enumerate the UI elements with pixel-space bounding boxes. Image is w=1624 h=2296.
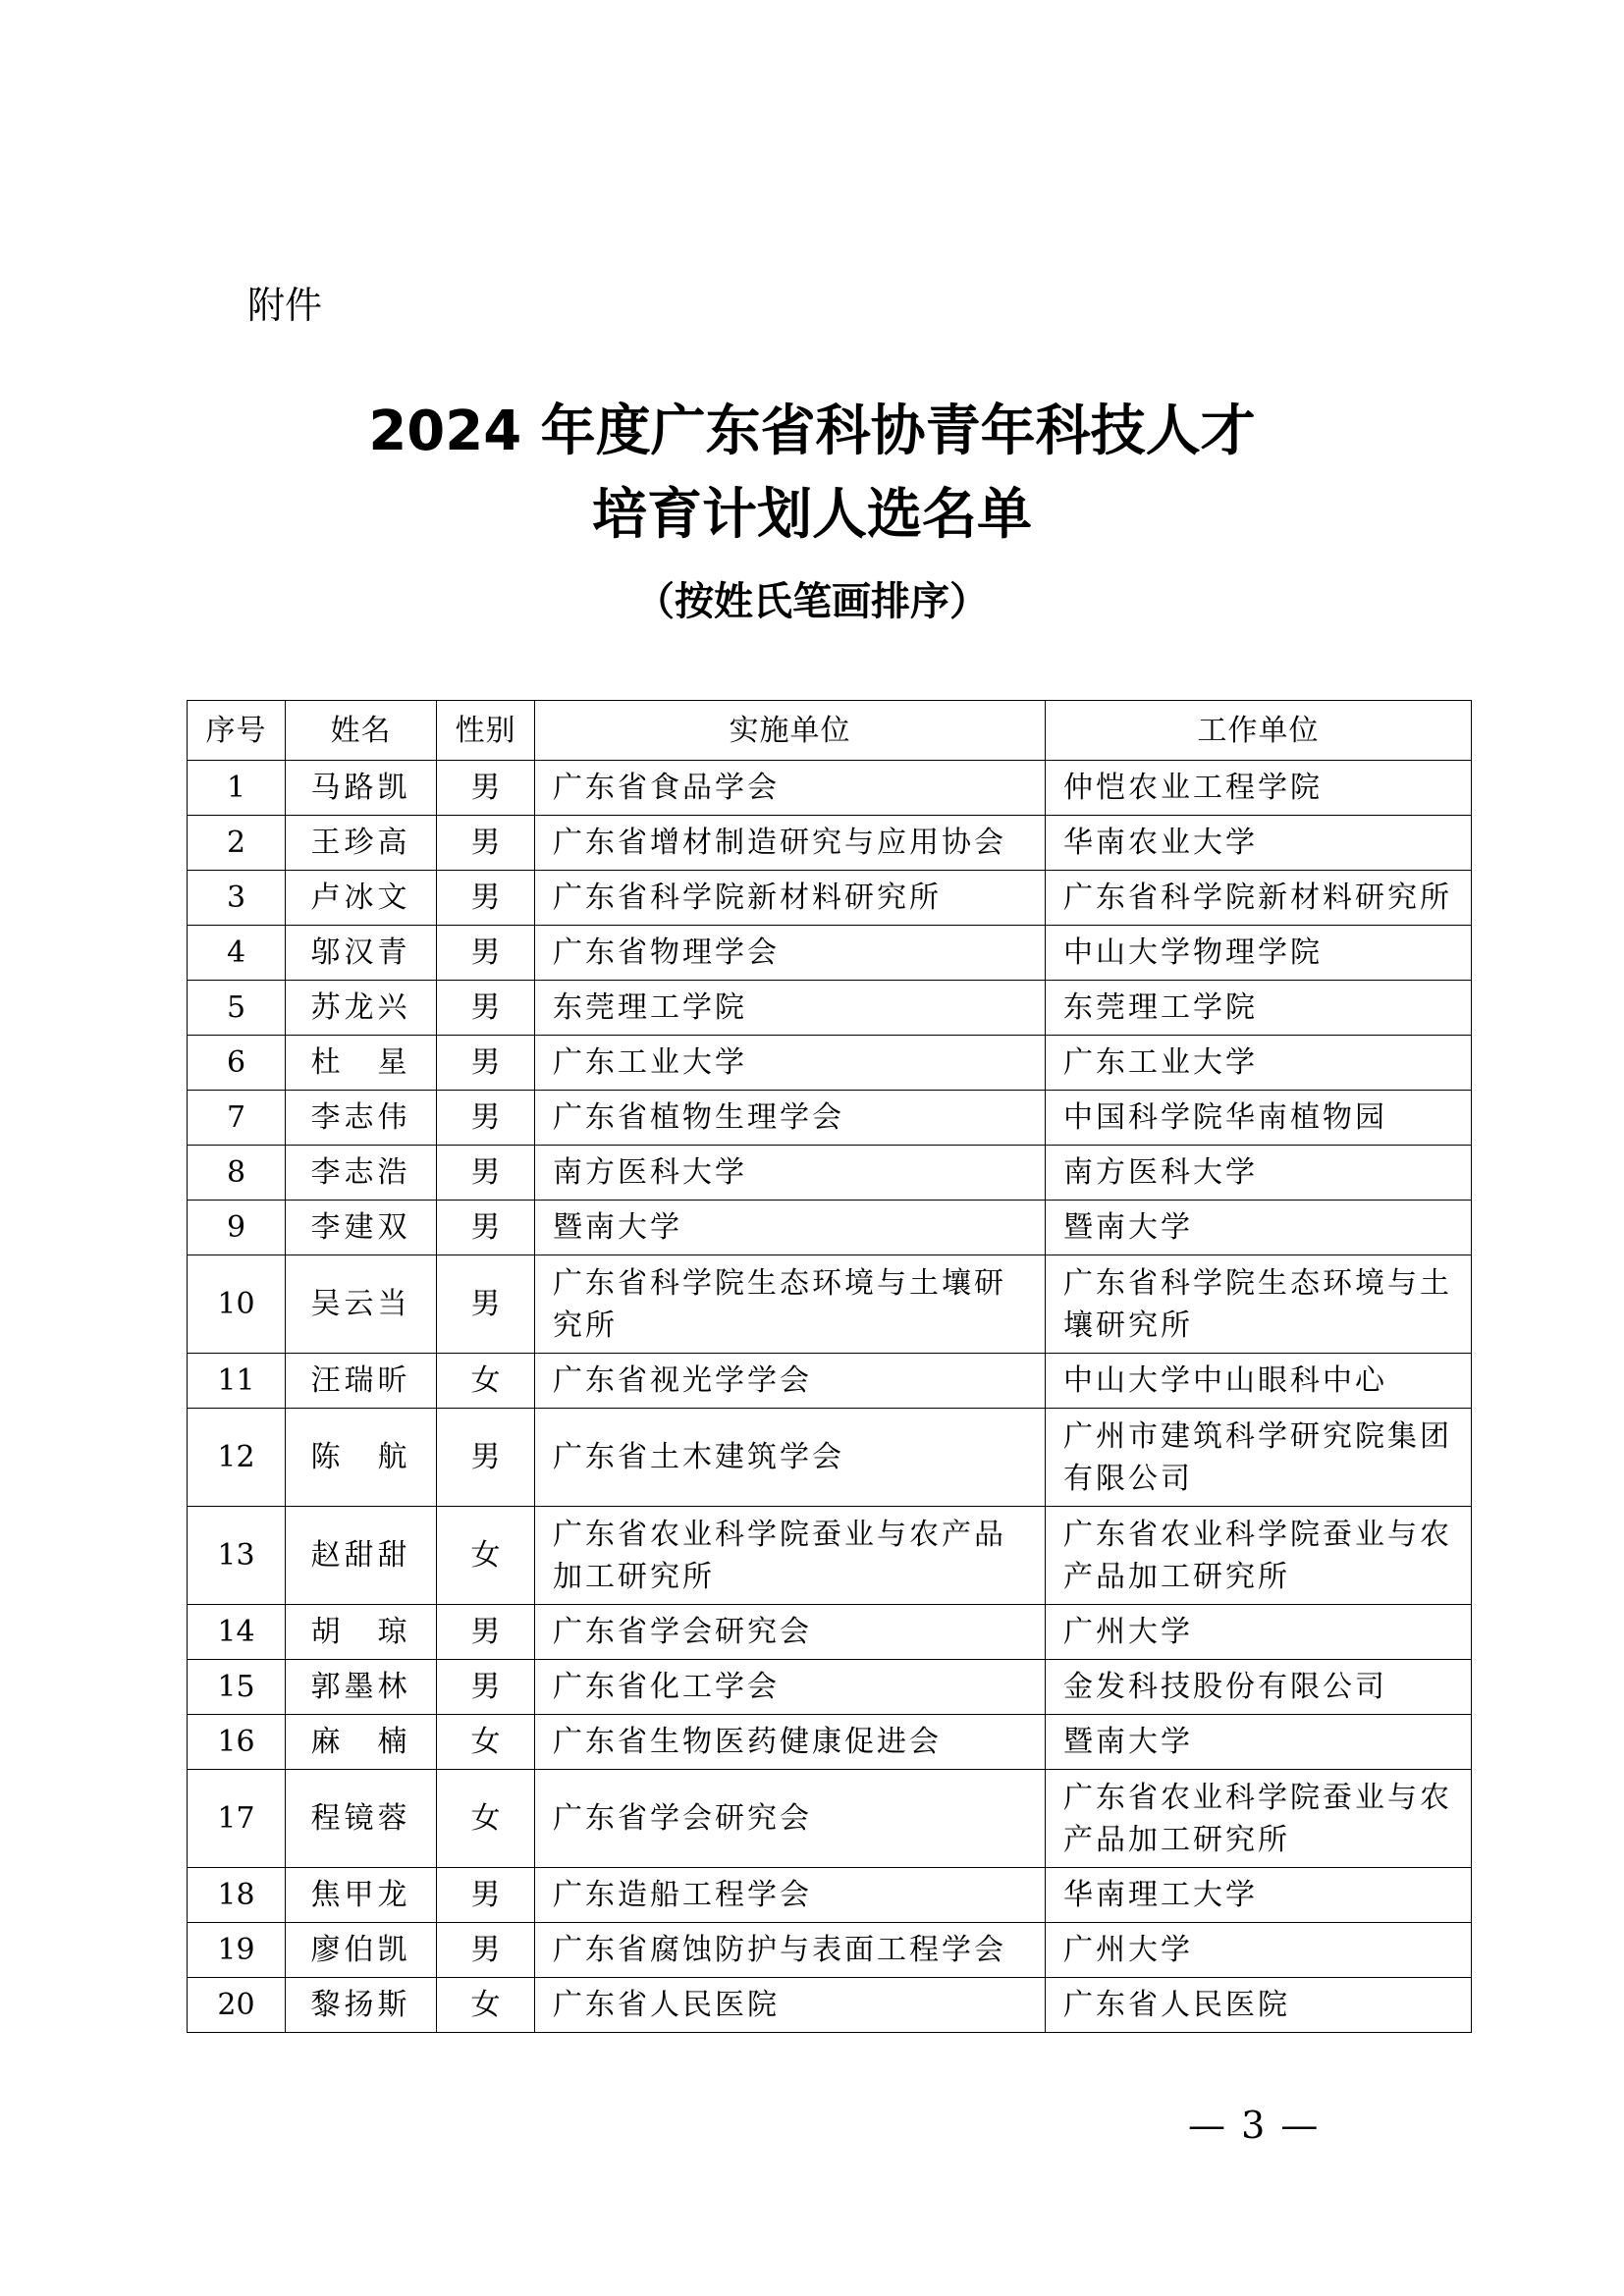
table-row xyxy=(188,816,1472,871)
cell-name: 李志伟 xyxy=(286,1091,437,1146)
cell-work-unit: 广东省农业科学院蚕业与农产品加工研究所 xyxy=(1046,1507,1472,1605)
cell-gender: 男 xyxy=(437,816,535,871)
cell-work-unit: 广东省科学院生态环境与土壤研究所 xyxy=(1046,1255,1472,1354)
cell-number: 16 xyxy=(188,1715,286,1770)
cell-implementing-unit: 东莞理工学院 xyxy=(535,981,1046,1036)
table-row xyxy=(188,1660,1472,1715)
cell-number: 17 xyxy=(188,1770,286,1868)
cell-name: 程镜蓉 xyxy=(286,1770,437,1868)
cell-gender: 男 xyxy=(437,1660,535,1715)
cell-work-unit: 暨南大学 xyxy=(1046,1201,1472,1255)
table-row xyxy=(188,1201,1472,1255)
cell-gender: 女 xyxy=(437,1715,535,1770)
table-row xyxy=(188,1978,1472,2033)
cell-implementing-unit: 广东省食品学会 xyxy=(535,761,1046,816)
cell-implementing-unit: 广东省科学院新材料研究所 xyxy=(535,871,1046,926)
cell-name: 麻 楠 xyxy=(286,1715,437,1770)
column-header-implementing-unit: 实施单位 xyxy=(535,701,1046,761)
cell-implementing-unit: 广东省植物生理学会 xyxy=(535,1091,1046,1146)
attachment-label: 附件 xyxy=(247,284,323,327)
cell-work-unit: 中国科学院华南植物园 xyxy=(1046,1091,1472,1146)
cell-work-unit: 广东工业大学 xyxy=(1046,1036,1472,1091)
table-row xyxy=(188,1036,1472,1091)
cell-number: 9 xyxy=(188,1201,286,1255)
cell-gender: 女 xyxy=(437,1354,535,1409)
cell-work-unit: 华南理工大学 xyxy=(1046,1868,1472,1923)
cell-gender: 女 xyxy=(437,1770,535,1868)
cell-implementing-unit: 广东工业大学 xyxy=(535,1036,1046,1091)
cell-gender: 男 xyxy=(437,1036,535,1091)
cell-work-unit: 仲恺农业工程学院 xyxy=(1046,761,1472,816)
cell-name: 杜 星 xyxy=(286,1036,437,1091)
cell-gender: 男 xyxy=(437,1091,535,1146)
cell-number: 20 xyxy=(188,1978,286,2033)
cell-implementing-unit: 广东省学会研究会 xyxy=(535,1770,1046,1868)
table-row xyxy=(188,761,1472,816)
cell-name: 苏龙兴 xyxy=(286,981,437,1036)
document-subtitle: （按姓氏笔画排序） xyxy=(635,579,989,624)
cell-work-unit: 中山大学中山眼科中心 xyxy=(1046,1354,1472,1409)
cell-gender: 女 xyxy=(437,1978,535,2033)
cell-name: 胡 琼 xyxy=(286,1605,437,1660)
cell-name: 黎扬斯 xyxy=(286,1978,437,2033)
cell-number: 8 xyxy=(188,1146,286,1201)
cell-name: 吴云当 xyxy=(286,1255,437,1354)
table-row xyxy=(188,1770,1472,1868)
cell-name: 汪瑞昕 xyxy=(286,1354,437,1409)
table-row xyxy=(188,1868,1472,1923)
cell-number: 4 xyxy=(188,926,286,981)
cell-name: 马路凯 xyxy=(286,761,437,816)
cell-number: 11 xyxy=(188,1354,286,1409)
table-row xyxy=(188,871,1472,926)
cell-implementing-unit: 南方医科大学 xyxy=(535,1146,1046,1201)
cell-name: 廖伯凯 xyxy=(286,1923,437,1978)
cell-number: 13 xyxy=(188,1507,286,1605)
cell-implementing-unit: 广东省土木建筑学会 xyxy=(535,1409,1046,1507)
cell-implementing-unit: 广东省物理学会 xyxy=(535,926,1046,981)
cell-name: 郭墨林 xyxy=(286,1660,437,1715)
cell-number: 12 xyxy=(188,1409,286,1507)
cell-name: 李志浩 xyxy=(286,1146,437,1201)
cell-gender: 男 xyxy=(437,926,535,981)
cell-name: 李建双 xyxy=(286,1201,437,1255)
table-row xyxy=(188,1507,1472,1605)
table-row xyxy=(188,1923,1472,1978)
cell-name: 焦甲龙 xyxy=(286,1868,437,1923)
table-row xyxy=(188,1605,1472,1660)
cell-work-unit: 广州大学 xyxy=(1046,1605,1472,1660)
cell-gender: 男 xyxy=(437,1201,535,1255)
column-header-number: 序号 xyxy=(188,701,286,761)
cell-gender: 男 xyxy=(437,1868,535,1923)
cell-implementing-unit: 广东省视光学学会 xyxy=(535,1354,1046,1409)
cell-gender: 男 xyxy=(437,981,535,1036)
cell-implementing-unit: 广东省人民医院 xyxy=(535,1978,1046,2033)
table-row xyxy=(188,1354,1472,1409)
cell-name: 邬汉青 xyxy=(286,926,437,981)
cell-work-unit: 广东省农业科学院蚕业与农产品加工研究所 xyxy=(1046,1770,1472,1868)
table-row xyxy=(188,1255,1472,1354)
table-row xyxy=(188,1091,1472,1146)
column-header-gender: 性别 xyxy=(437,701,535,761)
column-header-work-unit: 工作单位 xyxy=(1046,701,1472,761)
cell-gender: 男 xyxy=(437,1409,535,1507)
table-row xyxy=(188,981,1472,1036)
cell-implementing-unit: 广东造船工程学会 xyxy=(535,1868,1046,1923)
cell-number: 2 xyxy=(188,816,286,871)
cell-name: 赵甜甜 xyxy=(286,1507,437,1605)
cell-implementing-unit: 暨南大学 xyxy=(535,1201,1046,1255)
cell-implementing-unit: 广东省学会研究会 xyxy=(535,1605,1046,1660)
cell-number: 5 xyxy=(188,981,286,1036)
cell-implementing-unit: 广东省科学院生态环境与土壤研究所 xyxy=(535,1255,1046,1354)
page-number: — 3 — xyxy=(1188,2104,1321,2147)
cell-implementing-unit: 广东省生物医药健康促进会 xyxy=(535,1715,1046,1770)
cell-implementing-unit: 广东省化工学会 xyxy=(535,1660,1046,1715)
table-row xyxy=(188,926,1472,981)
cell-gender: 男 xyxy=(437,1255,535,1354)
table-header-row xyxy=(188,701,1472,761)
cell-implementing-unit: 广东省增材制造研究与应用协会 xyxy=(535,816,1046,871)
cell-number: 15 xyxy=(188,1660,286,1715)
cell-number: 10 xyxy=(188,1255,286,1354)
cell-work-unit: 广东省科学院新材料研究所 xyxy=(1046,871,1472,926)
cell-number: 19 xyxy=(188,1923,286,1978)
cell-work-unit: 南方医科大学 xyxy=(1046,1146,1472,1201)
cell-work-unit: 广州大学 xyxy=(1046,1923,1472,1978)
cell-gender: 男 xyxy=(437,871,535,926)
cell-work-unit: 华南农业大学 xyxy=(1046,816,1472,871)
cell-implementing-unit: 广东省腐蚀防护与表面工程学会 xyxy=(535,1923,1046,1978)
document-title-line-2: 培育计划人选名单 xyxy=(592,483,1032,547)
cell-name: 卢冰文 xyxy=(286,871,437,926)
cell-number: 1 xyxy=(188,761,286,816)
cell-work-unit: 广州市建筑科学研究院集团有限公司 xyxy=(1046,1409,1472,1507)
cell-number: 3 xyxy=(188,871,286,926)
cell-gender: 女 xyxy=(437,1507,535,1605)
cell-number: 7 xyxy=(188,1091,286,1146)
cell-work-unit: 金发科技股份有限公司 xyxy=(1046,1660,1472,1715)
table-body xyxy=(188,761,1472,2033)
cell-work-unit: 暨南大学 xyxy=(1046,1715,1472,1770)
cell-name: 王珍高 xyxy=(286,816,437,871)
cell-number: 14 xyxy=(188,1605,286,1660)
candidate-table xyxy=(187,700,1472,2033)
table-row xyxy=(188,1409,1472,1507)
table-row xyxy=(188,1146,1472,1201)
cell-work-unit: 广东省人民医院 xyxy=(1046,1978,1472,2033)
cell-number: 18 xyxy=(188,1868,286,1923)
column-header-name: 姓名 xyxy=(286,701,437,761)
cell-gender: 男 xyxy=(437,761,535,816)
cell-number: 6 xyxy=(188,1036,286,1091)
table-header xyxy=(188,701,1472,761)
cell-work-unit: 东莞理工学院 xyxy=(1046,981,1472,1036)
cell-gender: 男 xyxy=(437,1605,535,1660)
table-row xyxy=(188,1715,1472,1770)
cell-implementing-unit: 广东省农业科学院蚕业与农产品加工研究所 xyxy=(535,1507,1046,1605)
document-title-line-1: 2024 年度广东省科协青年科技人才 xyxy=(368,400,1256,463)
cell-work-unit: 中山大学物理学院 xyxy=(1046,926,1472,981)
cell-gender: 男 xyxy=(437,1146,535,1201)
cell-gender: 男 xyxy=(437,1923,535,1978)
cell-name: 陈 航 xyxy=(286,1409,437,1507)
